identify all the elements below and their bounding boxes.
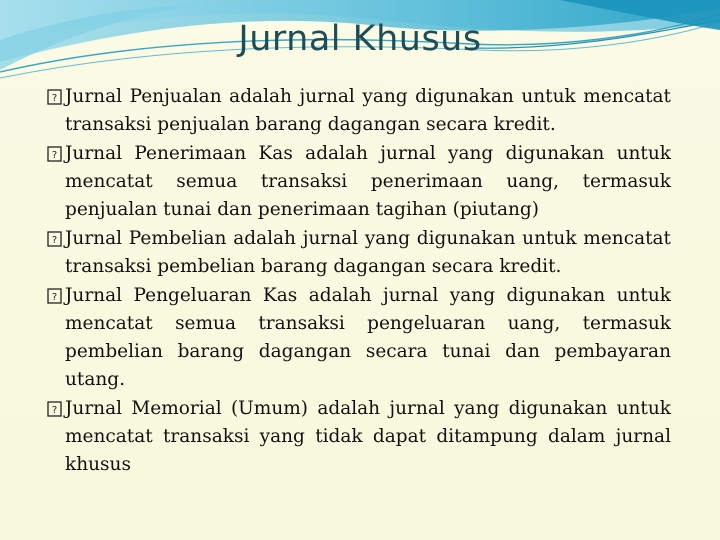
list-item-text: Jurnal Penjualan adalah jurnal yang digunakan untuk mencatat transaksi penjualan barang dagangan secara kredit.: [65, 86, 671, 135]
svg-text:?: ?: [51, 235, 58, 246]
missing-glyph-icon: [47, 231, 62, 247]
missing-glyph-icon: [47, 89, 62, 105]
svg-text:?: ?: [51, 292, 58, 303]
missing-glyph-icon: [47, 288, 62, 304]
svg-text:?: ?: [51, 150, 58, 161]
list-item-text: Jurnal Memorial (Umum) adalah jurnal yang digunakan untuk mencatat transaksi yang tidak dapat ditampung dalam jurnal khusus: [65, 398, 671, 475]
bullet-list: [47, 83, 671, 480]
list-item: [47, 225, 671, 281]
svg-text:?: ?: [51, 93, 58, 104]
list-item-text: Jurnal Pembelian adalah jurnal yang digunakan untuk mencatat transaksi pembelian barang dagangan secara kredit.: [65, 228, 671, 277]
list-item-text: Jurnal Penerimaan Kas adalah jurnal yang digunakan untuk mencatat semua transaksi penerimaan uang, termasuk penjualan tunai dan penerimaan tagihan (piutang): [65, 143, 671, 220]
svg-text:?: ?: [51, 405, 58, 416]
slide-title: Jurnal Khusus: [238, 19, 482, 59]
list-item: [47, 140, 671, 224]
list-item-text: Jurnal Pengeluaran Kas adalah jurnal yang digunakan untuk mencatat semua transaksi pengeluaran uang, termasuk pembelian barang dagangan secara tunai dan pembayaran utang.: [65, 285, 671, 390]
list-item: [47, 83, 671, 139]
list-item: [47, 395, 671, 479]
missing-glyph-icon: [47, 146, 62, 162]
missing-glyph-icon: [47, 401, 62, 417]
list-item: [47, 282, 671, 394]
